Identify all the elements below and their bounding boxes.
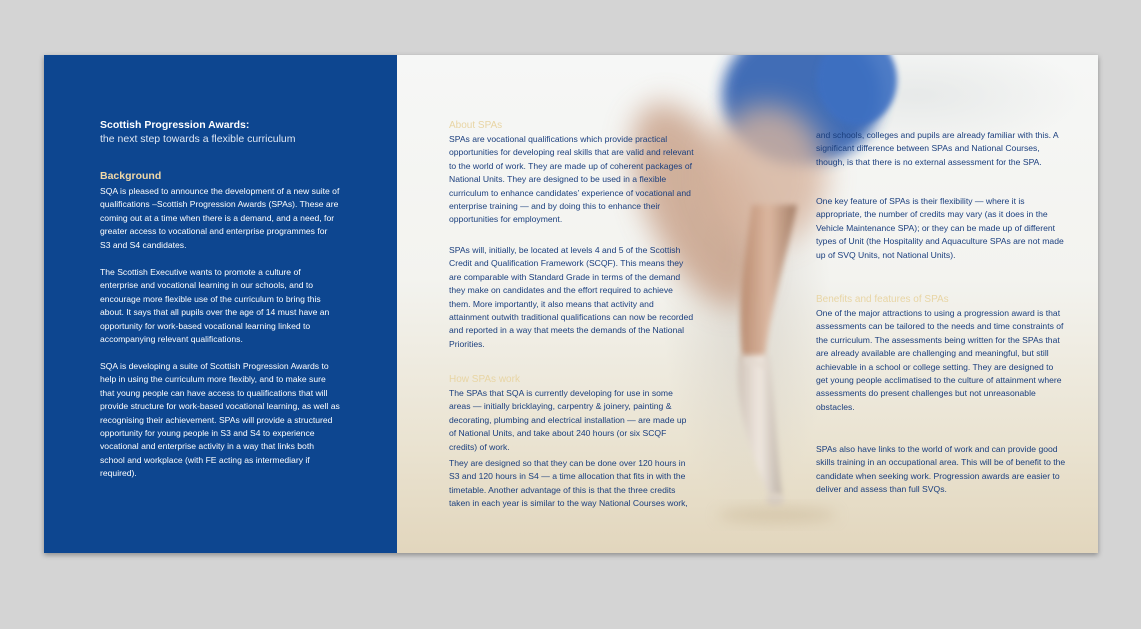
benefits-section: [816, 293, 1066, 414]
background-heading: Background: [100, 170, 162, 182]
right-paragraph-1-block: [816, 129, 1066, 169]
about-paragraph-2-block: [449, 244, 695, 351]
right-paragraph-2: One key feature of SPAs is their flexibility — where it is appropriate, the number of credits may vary (as it does in the Vehicle Maintenance SPA); or they can be made up of different types of Unit (the Hospitality and Aquaculture SPAs are not made up of SVQ Units, not National Units).: [816, 196, 1064, 260]
benefits-paragraph-2-block: [816, 443, 1066, 497]
brochure-spread: [44, 55, 1098, 553]
how-heading: How SPAs work: [449, 374, 520, 385]
title-line-1: Scottish Progression Awards:: [100, 119, 250, 131]
benefits-paragraph-1: One of the major attractions to using a progression award is that assessments can be tailored to the needs and time constraints of the curriculum. The assessments being written for the SPAs that are already available are challenging and meaningful, but still achievable in a school or college setting. They are designed to get young people acclimatised to the culture of attainment where assessments do present challenges but not unreasonable obstacles.: [816, 308, 1064, 412]
right-paragraph-1: and schools, colleges and pupils are already familiar with this. A significant difference between SPAs and National Courses, though, is that there is no external assessment for the SPA.: [816, 130, 1059, 167]
about-paragraph-1: SPAs are vocational qualifications which provide practical opportunities for developing real skills that are valid and relevant to the world of work. They are made up of coherent packages of National Units. They are designed to be used in a flexible curriculum to enhance candidates’ experience of vocational and enterprise training — and by doing this to enhance their opportunities for employment.: [449, 134, 694, 225]
background-paragraph-2: The Scottish Executive wants to promote a culture of enterprise and vocational learning in our schools, and to encourage more flexible use of the curriculum to bring this about. It says that all pupils over the age of 14 must have an opportunity for work-based vocational learning linked to accompanying relevant qualifications.: [100, 267, 330, 345]
how-paragraph-2: They are designed so that they can be done over 120 hours in S3 and 120 hours in S4 — a time allocation that fits in with the timetable. Another advantage of this is that the three credits taken in each year is similar to the way National Courses work,: [449, 458, 688, 509]
right-paragraph-2-block: [816, 195, 1066, 262]
benefits-heading: Benefits and features of SPAs: [816, 294, 949, 305]
how-paragraph-2-block: [449, 457, 695, 511]
about-heading: About SPAs: [449, 120, 503, 131]
document-title: [100, 118, 296, 146]
benefits-paragraph-2: SPAs also have links to the world of work and can provide good skills training in an occupational area. This will be of benefit to the candidate when seeking work. Progression awards are easier to deliver and assess than full SVQs.: [816, 444, 1066, 495]
right-photo-panel: [397, 55, 1098, 553]
title-line-2: the next step towards a flexible curriculum: [100, 133, 296, 145]
left-blue-panel: [44, 55, 397, 553]
background-paragraph-1: SQA is pleased to announce the development of a new suite of qualifications –Scottish Progression Awards (SPAs). These are coming out at a time when there is a demand, and a need, for greater access to vocational and enterprise programmes for S3 and S4 candidates.: [100, 186, 340, 250]
how-section: [449, 373, 695, 454]
background-paragraph-3: SQA is developing a suite of Scottish Progression Awards to help in using the curriculum more flexibly, and to make sure that young people can have access to qualifications that will provide structure for work-based vocational learning, as well as recognising their achievement. SPAs will provide a structured opportunity for young people in S3 and S4 to experience vocational and enterprise activity in a way that links both school and workplace (with FE acting as intermediary if required).: [100, 361, 340, 479]
about-section: [449, 119, 695, 227]
about-paragraph-2: SPAs will, initially, be located at levels 4 and 5 of the Scottish Credit and Qualification Framework (SCQF). This means they are comparable with Standard Grade in terms of the demand they make on candidates and the effort required to achieve them. More importantly, it also means that activity and attainment outwith traditional qualifications can now be recorded and reported in a way that meets the demands of the National Priorities.: [449, 245, 694, 349]
how-paragraph-1: The SPAs that SQA is currently developing for use in some areas — initially bricklaying, carpentry & joinery, painting & decorating, plumbing and electrical installation — are made up of National Units, and take about 240 hours (or six SCQF credits) of work.: [449, 388, 687, 452]
